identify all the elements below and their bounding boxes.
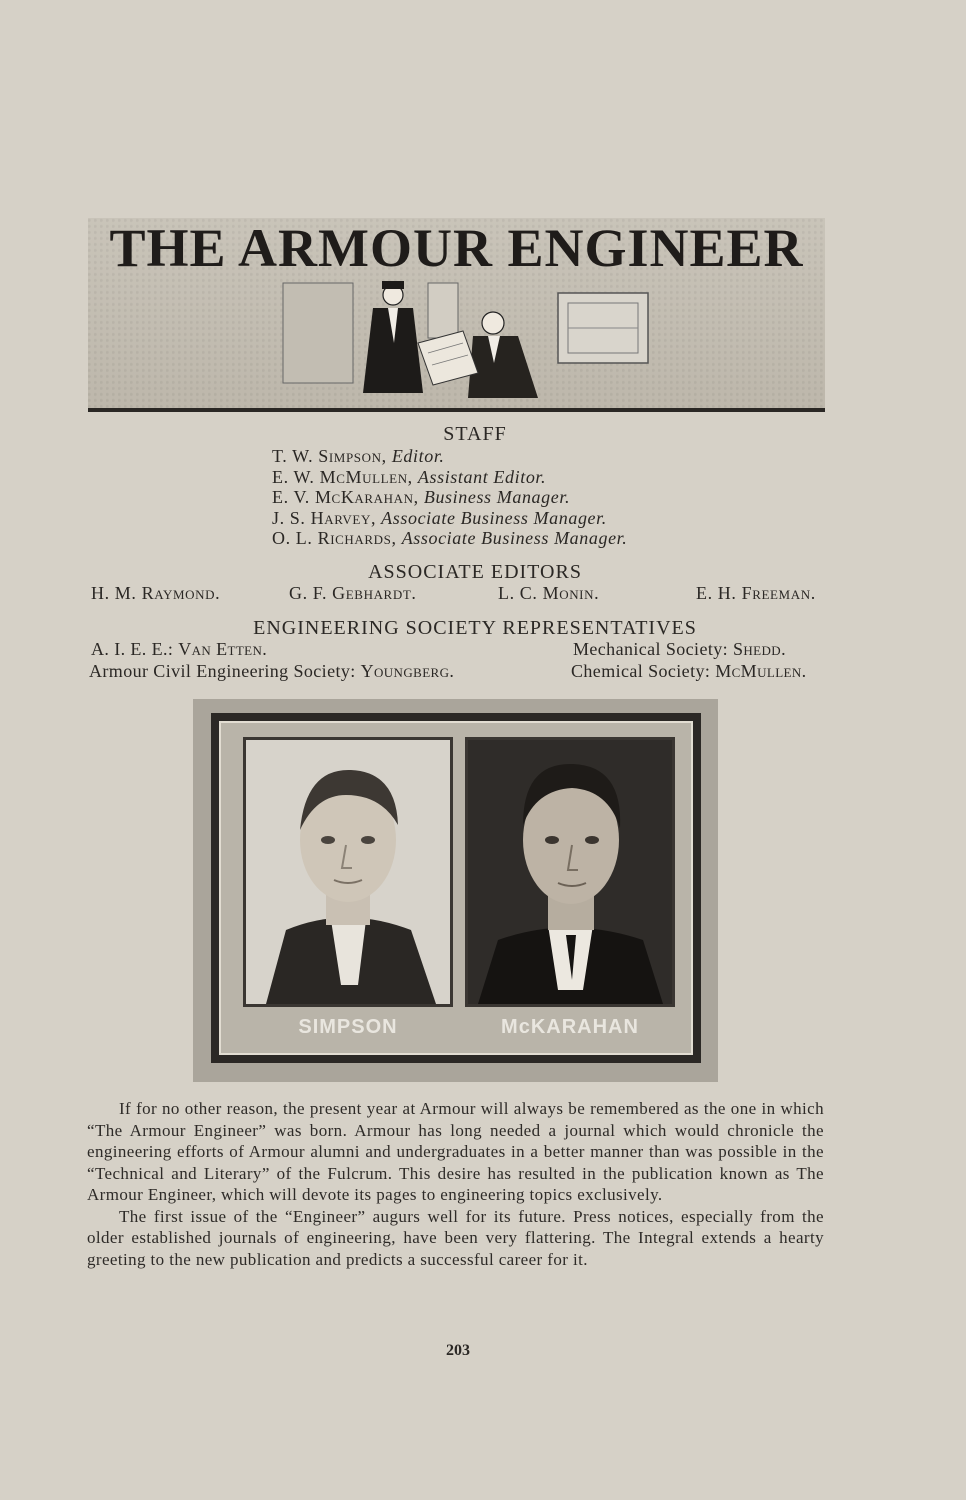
portrait-frame-inner	[219, 721, 693, 1055]
staff-member	[272, 446, 772, 467]
society-name: Mechanical Society:	[573, 639, 729, 659]
staff-role: Associate Business Manager.	[381, 507, 607, 528]
society-name: Chemical Society:	[571, 661, 711, 681]
staff-member	[272, 467, 772, 488]
society-name: A. I. E. E.:	[91, 639, 174, 659]
staff-name: J. S. Harvey,	[272, 507, 377, 528]
portrait-simpson	[243, 737, 453, 1007]
paragraph: The first issue of the “Engineer” augurs well for its future. Press notices, especially from the older established journals of engineering, have been very flattering. The Integral extends a hearty greeting to the new publication and predicts a successful career for it.	[87, 1206, 824, 1269]
portrait-frame	[211, 713, 701, 1063]
body-text	[87, 1098, 824, 1270]
masthead-banner	[88, 218, 825, 412]
caption-simpson: SIMPSON	[298, 1016, 398, 1038]
representative-name: Van Etten.	[178, 639, 268, 659]
associate-editor: E. H. Freeman.	[696, 583, 816, 603]
masthead-illustration	[88, 273, 825, 403]
masthead-title: THE ARMOUR ENGINEER	[109, 218, 804, 278]
associate-editor: H. M. Raymond.	[91, 583, 221, 603]
representative-name: Youngberg.	[360, 661, 455, 681]
staff-name: T. W. Simpson,	[272, 446, 387, 466]
staff-name: E. W. McMullen,	[272, 466, 413, 487]
associate-editors-heading: ASSOCIATE EDITORS	[368, 561, 582, 583]
staff-name: E. V. McKarahan,	[272, 487, 419, 507]
caption-mckarahan: McKARAHAN	[501, 1016, 639, 1038]
staff-member	[272, 528, 772, 549]
page-number: 203	[446, 1342, 470, 1359]
staff-member	[272, 487, 772, 508]
portrait-panel	[193, 699, 718, 1082]
staff-role: Assistant Editor.	[417, 466, 547, 487]
portrait-simpson-image	[246, 740, 450, 1004]
representative-entry	[91, 639, 267, 660]
staff-role: Editor.	[391, 446, 445, 466]
representative-name: McMullen.	[715, 661, 807, 681]
portrait-mckarahan-image	[468, 740, 672, 1004]
representative-entry	[573, 639, 786, 660]
portrait-mckarahan	[465, 737, 675, 1007]
representative-entry	[571, 661, 807, 682]
paragraph: If for no other reason, the present year at Armour will always be remembered as the one in which “The Armour Engineer” was born. Armour has long needed a journal which would chronicle the engineering efforts of Armour alumni and undergraduates in a better manner than was possible in the “Technical and Literary” of the Fulcrum. This desire has resulted in the publication known as The Armour Engineer, which will devote its pages to engineering topics exclusively.	[87, 1099, 824, 1204]
staff-heading: STAFF	[443, 423, 507, 445]
society-name: Armour Civil Engineering Society:	[89, 661, 356, 681]
representative-name: Shedd.	[732, 639, 786, 659]
staff-role: Business Manager.	[423, 487, 571, 507]
staff-member	[272, 508, 772, 529]
staff-name: O. L. Richards,	[272, 528, 397, 548]
representative-entry	[89, 661, 454, 682]
staff-list	[272, 446, 772, 549]
representatives-heading: ENGINEERING SOCIETY REPRESENTATIVES	[253, 617, 697, 639]
associate-editor: L. C. Monin.	[498, 583, 600, 603]
associate-editor: G. F. Gebhardt.	[289, 583, 417, 603]
staff-role: Associate Business Manager.	[401, 528, 628, 548]
